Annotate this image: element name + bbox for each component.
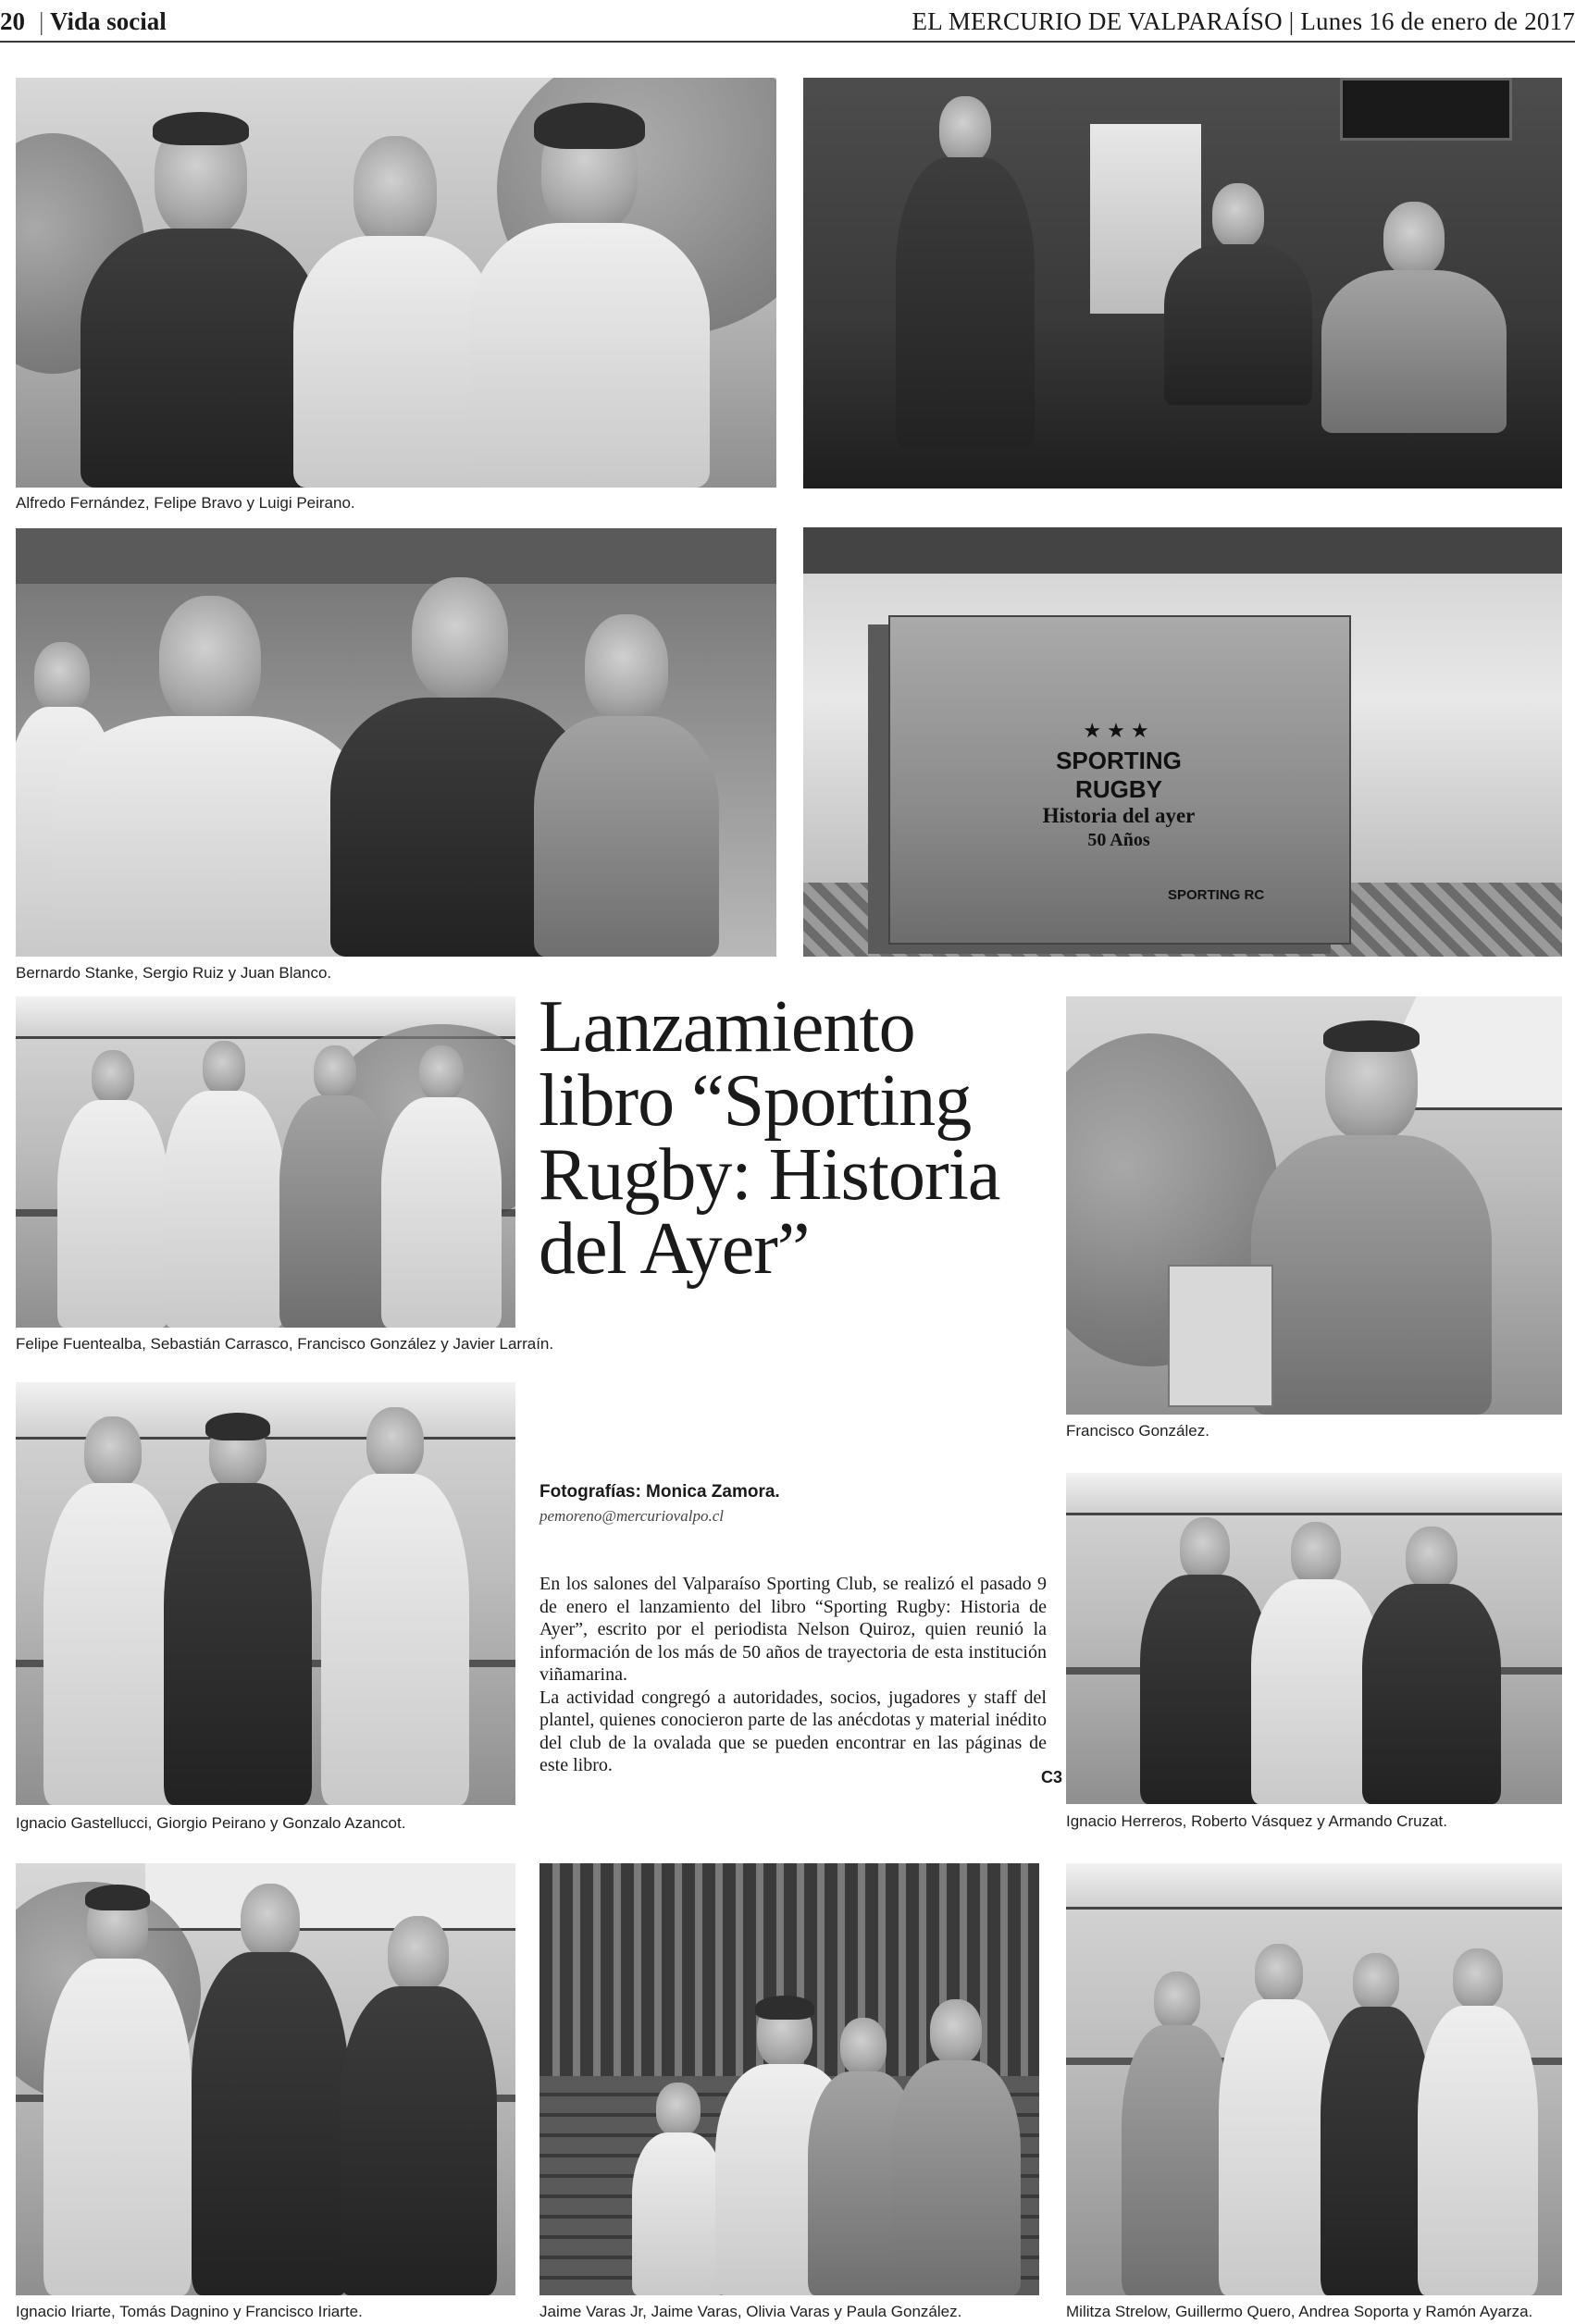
body-paragraph: La actividad congregó a autoridades, socios, jugadores y staff del plantel, quienes conocieron parte de las anécdotas y material inédito del club de la ovalada que se pueden encontrar en las páginas de este libro.	[539, 1687, 1047, 1775]
header-section-title: Vida social	[50, 7, 167, 35]
caption-photo-8: Ignacio Herreros, Roberto Vásquez y Armando Cruzat.	[1066, 1812, 1447, 1830]
article-headline: Lanzamiento libro “Sporting Rugby: Historia del Ayer”	[539, 986, 1000, 1290]
header-separator: |	[39, 7, 44, 35]
photo-group-4	[16, 1382, 515, 1805]
photo-group-2	[16, 528, 776, 957]
caption-photo-2: Bernardo Stanke, Sergio Ruiz y Juan Blanco.	[16, 964, 332, 982]
body-paragraph: En los salones del Valparaíso Sporting Club, se realizó el pasado 9 de enero el lanzamiento del libro “Sporting Rugby: Historia de Ayer”, escrito por el periodista Nelson Quiroz, quien reunió la información de los más de 50 años de trayectoria de esta institución viñamarina.	[539, 1574, 1047, 1685]
article-end-mark: C3	[1041, 1768, 1063, 1786]
photo-group-3	[16, 996, 515, 1328]
article-credits	[539, 1480, 1058, 1528]
author-email: pemoreno@mercuriovalpo.cl	[539, 1507, 724, 1525]
photo-family	[539, 1863, 1039, 2295]
photo-portrait	[1066, 996, 1562, 1415]
book-object	[888, 615, 1351, 945]
caption-photo-9: Ignacio Iriarte, Tomás Dagnino y Francisco Iriarte.	[16, 2303, 363, 2320]
caption-photo-1: Alfredo Fernández, Felipe Bravo y Luigi Peirano.	[16, 494, 355, 512]
photo-credit: Fotografías: Monica Zamora.	[539, 1482, 780, 1502]
photo-group-6	[16, 1863, 515, 2295]
book-club-name: SPORTING RC	[1168, 887, 1265, 903]
header-masthead: EL MERCURIO DE VALPARAÍSO | Lunes 16 de enero de 2017	[912, 7, 1575, 35]
caption-photo-6: Francisco González.	[1066, 1422, 1209, 1440]
book-title: SPORTING RUGBY	[1056, 747, 1182, 803]
photo-group-5	[1066, 1473, 1562, 1804]
article-body	[539, 1573, 1047, 1777]
header-rule	[0, 41, 1575, 43]
book-subtitle: Historia del ayer	[1042, 804, 1196, 827]
caption-photo-10: Jaime Varas Jr, Jaime Varas, Olivia Varas y Paula González.	[539, 2303, 962, 2320]
photo-group-1	[16, 78, 776, 488]
caption-photo-7: Ignacio Gastellucci, Giorgio Peirano y Gonzalo Azancot.	[16, 1814, 406, 1832]
caption-photo-3: Felipe Fuentealba, Sebastián Carrasco, Francisco González y Javier Larraín.	[16, 1335, 554, 1353]
caption-photo-11: Militza Strelow, Guillermo Quero, Andrea Soporta y Ramón Ayarza.	[1066, 2303, 1533, 2320]
header-page-number: 20	[0, 7, 25, 35]
photo-presentation-room	[803, 78, 1562, 488]
book-years: 50 Años	[1087, 830, 1150, 850]
book-emblem	[1018, 719, 1220, 851]
photo-group-7	[1066, 1863, 1562, 2295]
book-stars: ★★★	[1083, 719, 1155, 742]
